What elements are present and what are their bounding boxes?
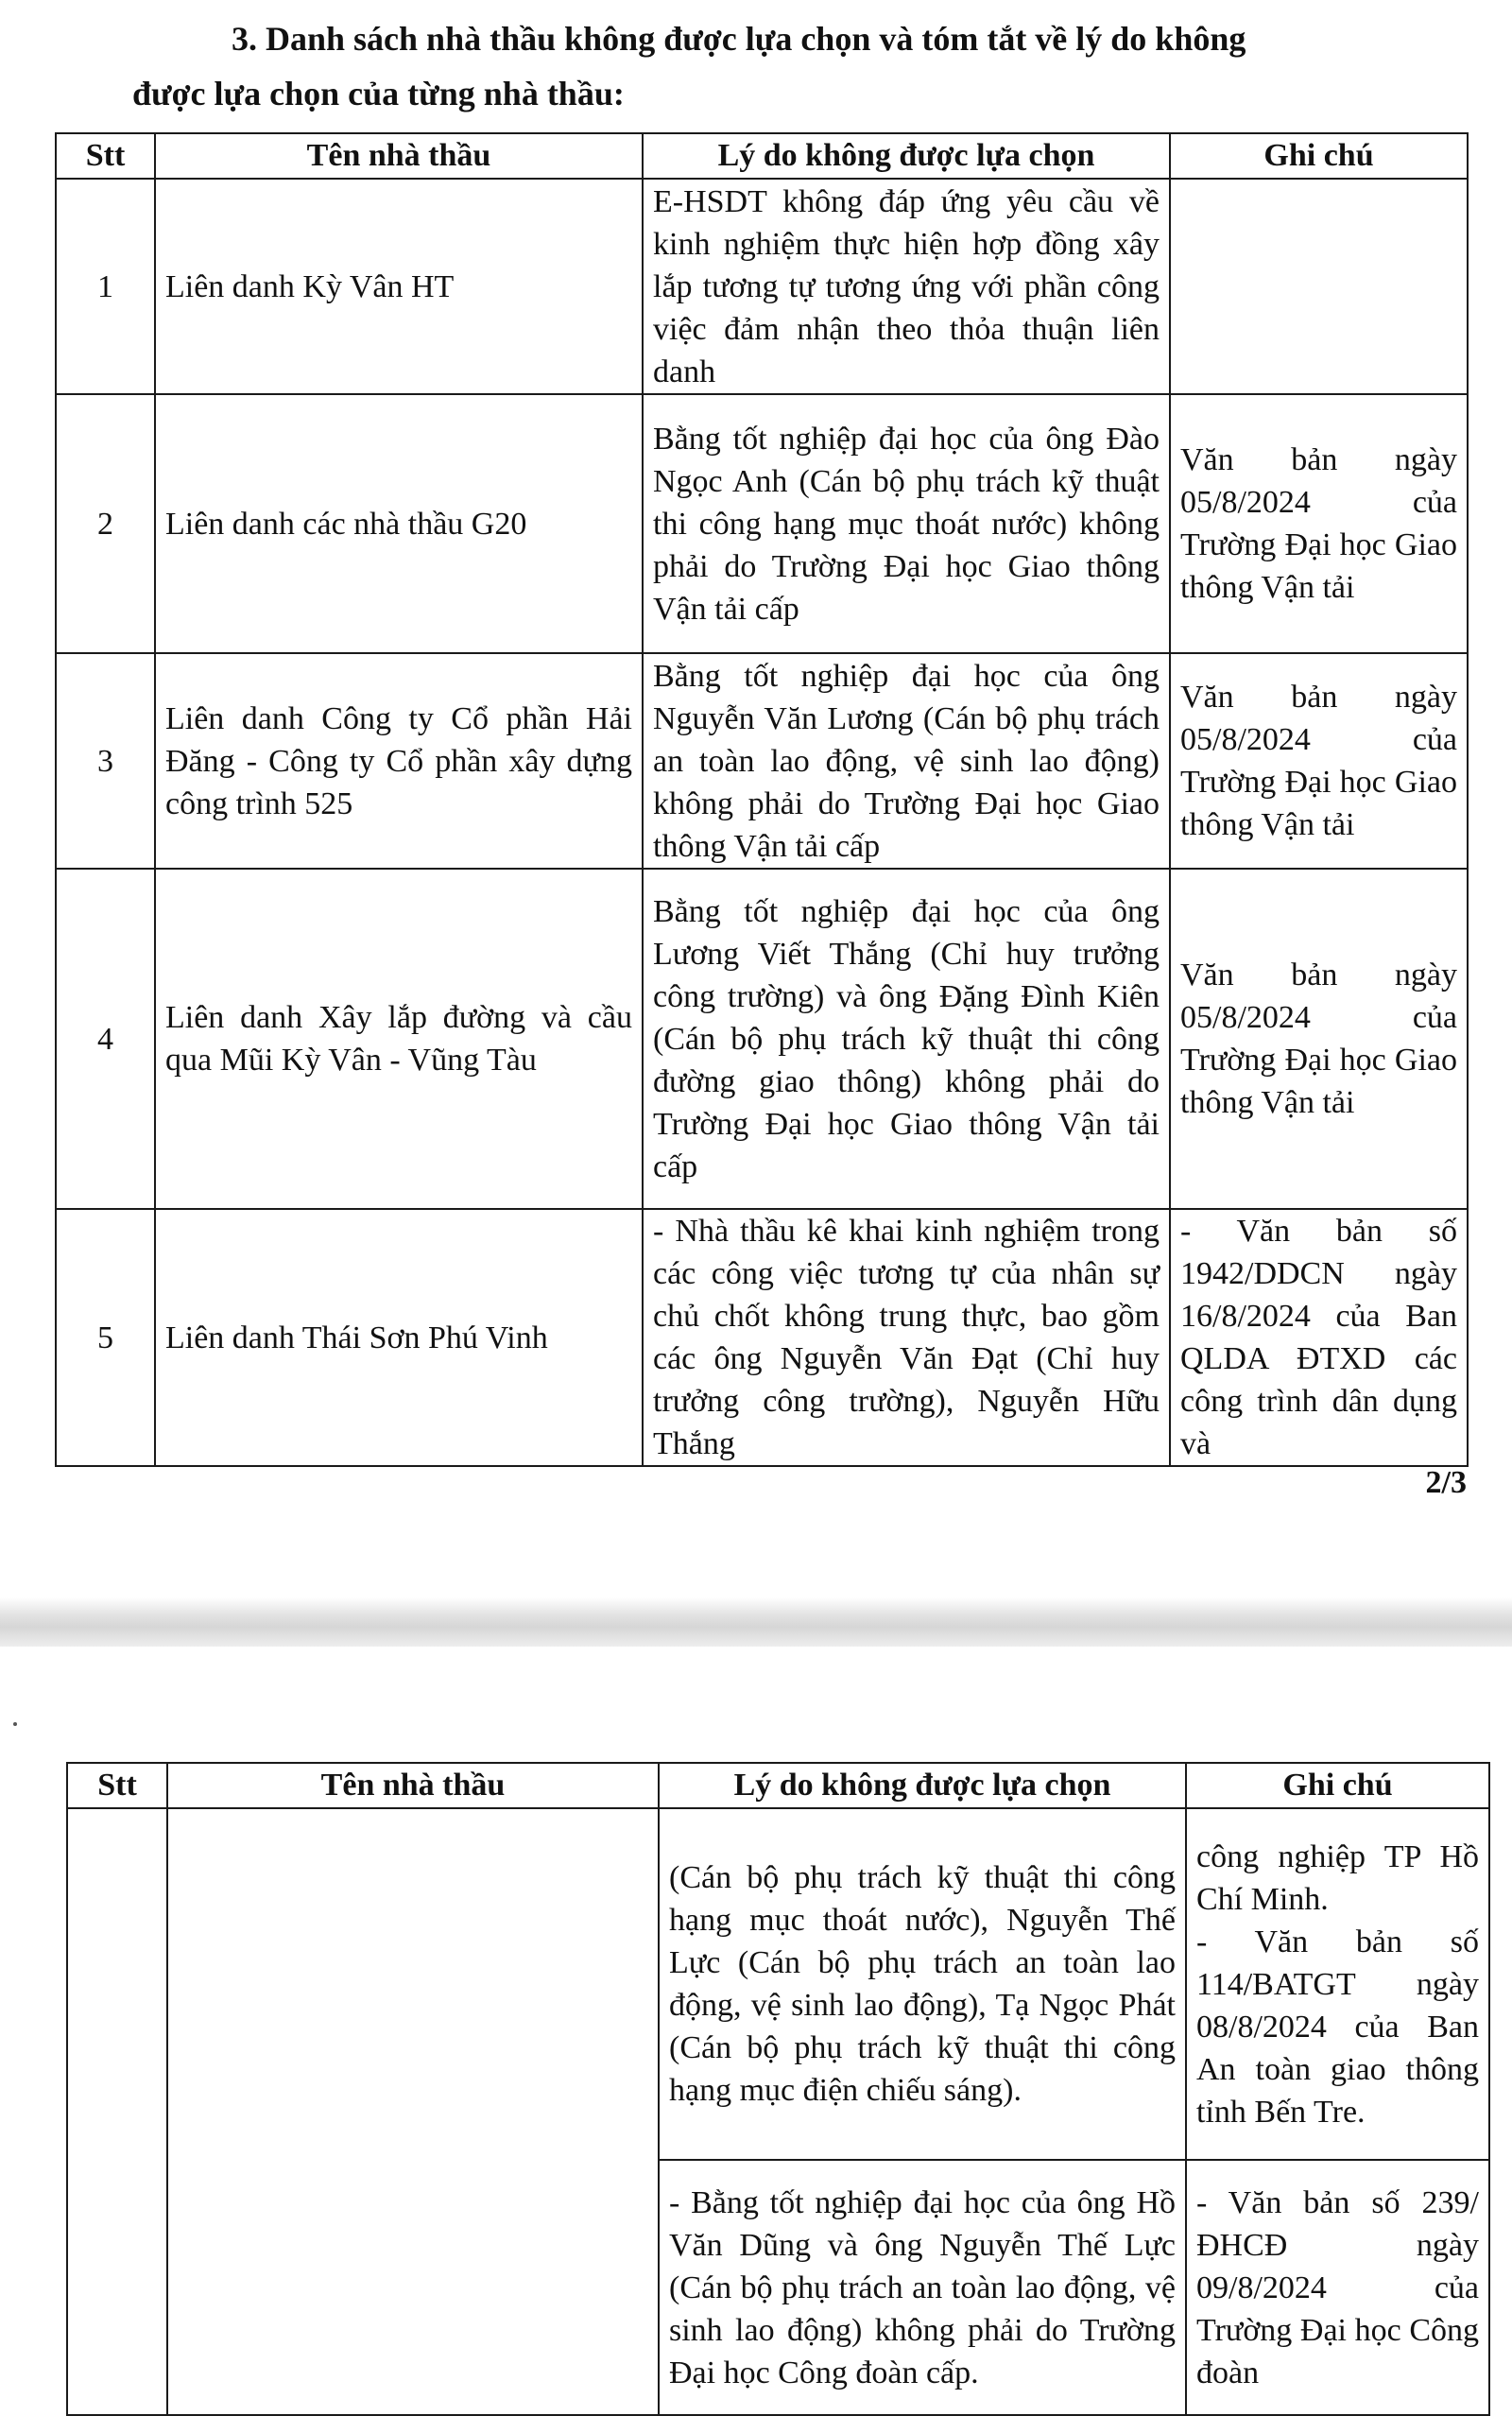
row-note: - Văn bản số 239/ĐHCĐ ngày 09/8/2024 của Trường Đại học Công đoàn: [1186, 2160, 1489, 2415]
header-bidder-name: Tên nhà thầu: [155, 133, 643, 179]
page-separator: [0, 1597, 1512, 1647]
scan-speck: [13, 1722, 17, 1726]
row-bidder-name: Liên danh Thái Sơn Phú Vinh: [155, 1209, 643, 1466]
row-stt: [67, 1808, 167, 2415]
rejected-bidders-table: [55, 132, 1469, 1467]
note-line: công nghiệp TP Hồ Chí Minh.: [1196, 1838, 1479, 1917]
rejected-bidders-table-continued: [66, 1762, 1490, 2416]
table-row: [56, 869, 1468, 1209]
row-rejection-reason: - Nhà thầu kê khai kinh nghiệm trong các công việc tương tự của nhân sự chủ chốt không trung thực, bao gồm các ông Nguyễn Văn Đạt (Chỉ huy trưởng công trường), Nguyễn Hữu Thắng: [643, 1209, 1170, 1466]
row-rejection-reason: (Cán bộ phụ trách kỹ thuật thi công hạng mục thoát nước), Nguyễn Thế Lực (Cán bộ phụ trách an toàn lao động, vệ sinh lao động), Tạ Ngọc Phát (Cán bộ phụ trách kỹ thuật thi công hạng mục điện chiếu sáng).: [659, 1808, 1186, 2160]
row-stt: 3: [56, 653, 155, 869]
row-stt: 2: [56, 394, 155, 653]
page-number: 2/3: [1425, 1465, 1467, 1500]
row-bidder-name: Liên danh Công ty Cổ phần Hải Đăng - Công ty Cổ phần xây dựng công trình 525: [155, 653, 643, 869]
row-stt: 1: [56, 179, 155, 394]
section-heading-line-2: được lựa chọn của từng nhà thầu:: [132, 75, 625, 112]
table-header-row: [67, 1763, 1489, 1808]
header-note: Ghi chú: [1170, 133, 1468, 179]
row-note: Văn bản ngày 05/8/2024 của Trường Đại học Giao thông Vận tải: [1170, 653, 1468, 869]
row-rejection-reason: E-HSDT không đáp ứng yêu cầu về kinh nghiệm thực hiện hợp đồng xây lắp tương tự tương ứng với phần công việc đảm nhận theo thỏa thuận liên danh: [643, 179, 1170, 394]
table-row: [56, 394, 1468, 653]
section-heading: [132, 11, 1474, 121]
row-rejection-reason: Bằng tốt nghiệp đại học của ông Nguyễn Văn Lương (Cán bộ phụ trách an toàn lao động, vệ sinh lao động) không phải do Trường Đại học Giao thông Vận tải cấp: [643, 653, 1170, 869]
row-rejection-reason: - Bằng tốt nghiệp đại học của ông Hồ Văn Dũng và ông Nguyễn Thế Lực (Cán bộ phụ trách an toàn lao động, vệ sinh lao động) không phải do Trường Đại học Công đoàn cấp.: [659, 2160, 1186, 2415]
header-note: Ghi chú: [1186, 1763, 1489, 1808]
header-rejection-reason: Lý do không được lựa chọn: [659, 1763, 1186, 1808]
section-heading-line-1: 3. Danh sách nhà thầu không được lựa chọn và tóm tắt về lý do không: [232, 20, 1246, 58]
row-bidder-name: [167, 1808, 659, 2415]
row-note: - Văn bản số 1942/DDCN ngày 16/8/2024 của Ban QLDA ĐTXD các công trình dân dụng và: [1170, 1209, 1468, 1466]
note-line: - Văn bản số 114/BATGT ngày 08/8/2024 của Ban An toàn giao thông tỉnh Bến Tre.: [1196, 1924, 1479, 2130]
header-stt: Stt: [56, 133, 155, 179]
header-bidder-name: Tên nhà thầu: [167, 1763, 659, 1808]
row-note: Văn bản ngày 05/8/2024 của Trường Đại học Giao thông Vận tải: [1170, 869, 1468, 1209]
row-bidder-name: Liên danh Kỳ Vân HT: [155, 179, 643, 394]
row-rejection-reason: Bằng tốt nghiệp đại học của ông Lương Viết Thắng (Chỉ huy trưởng công trường) và ông Đặng Đình Kiên (Cán bộ phụ trách kỹ thuật thi công đường giao thông) không phải do Trường Đại học Giao thông Vận tải cấp: [643, 869, 1170, 1209]
row-bidder-name: Liên danh các nhà thầu G20: [155, 394, 643, 653]
header-rejection-reason: Lý do không được lựa chọn: [643, 133, 1170, 179]
row-rejection-reason: Bằng tốt nghiệp đại học của ông Đào Ngọc Anh (Cán bộ phụ trách kỹ thuật thi công hạng mục thoát nước) không phải do Trường Đại học Giao thông Vận tải cấp: [643, 394, 1170, 653]
row-bidder-name: Liên danh Xây lắp đường và cầu qua Mũi Kỳ Vân - Vũng Tàu: [155, 869, 643, 1209]
table-row: [56, 179, 1468, 394]
header-stt: Stt: [67, 1763, 167, 1808]
row-note: [1186, 1808, 1489, 2160]
row-note: Văn bản ngày 05/8/2024 của Trường Đại học Giao thông Vận tải: [1170, 394, 1468, 653]
table-header-row: [56, 133, 1468, 179]
table-row: [56, 1209, 1468, 1466]
row-stt: 4: [56, 869, 155, 1209]
row-note: [1170, 179, 1468, 394]
table-row: [56, 653, 1468, 869]
table-row: [67, 1808, 1489, 2160]
row-stt: 5: [56, 1209, 155, 1466]
